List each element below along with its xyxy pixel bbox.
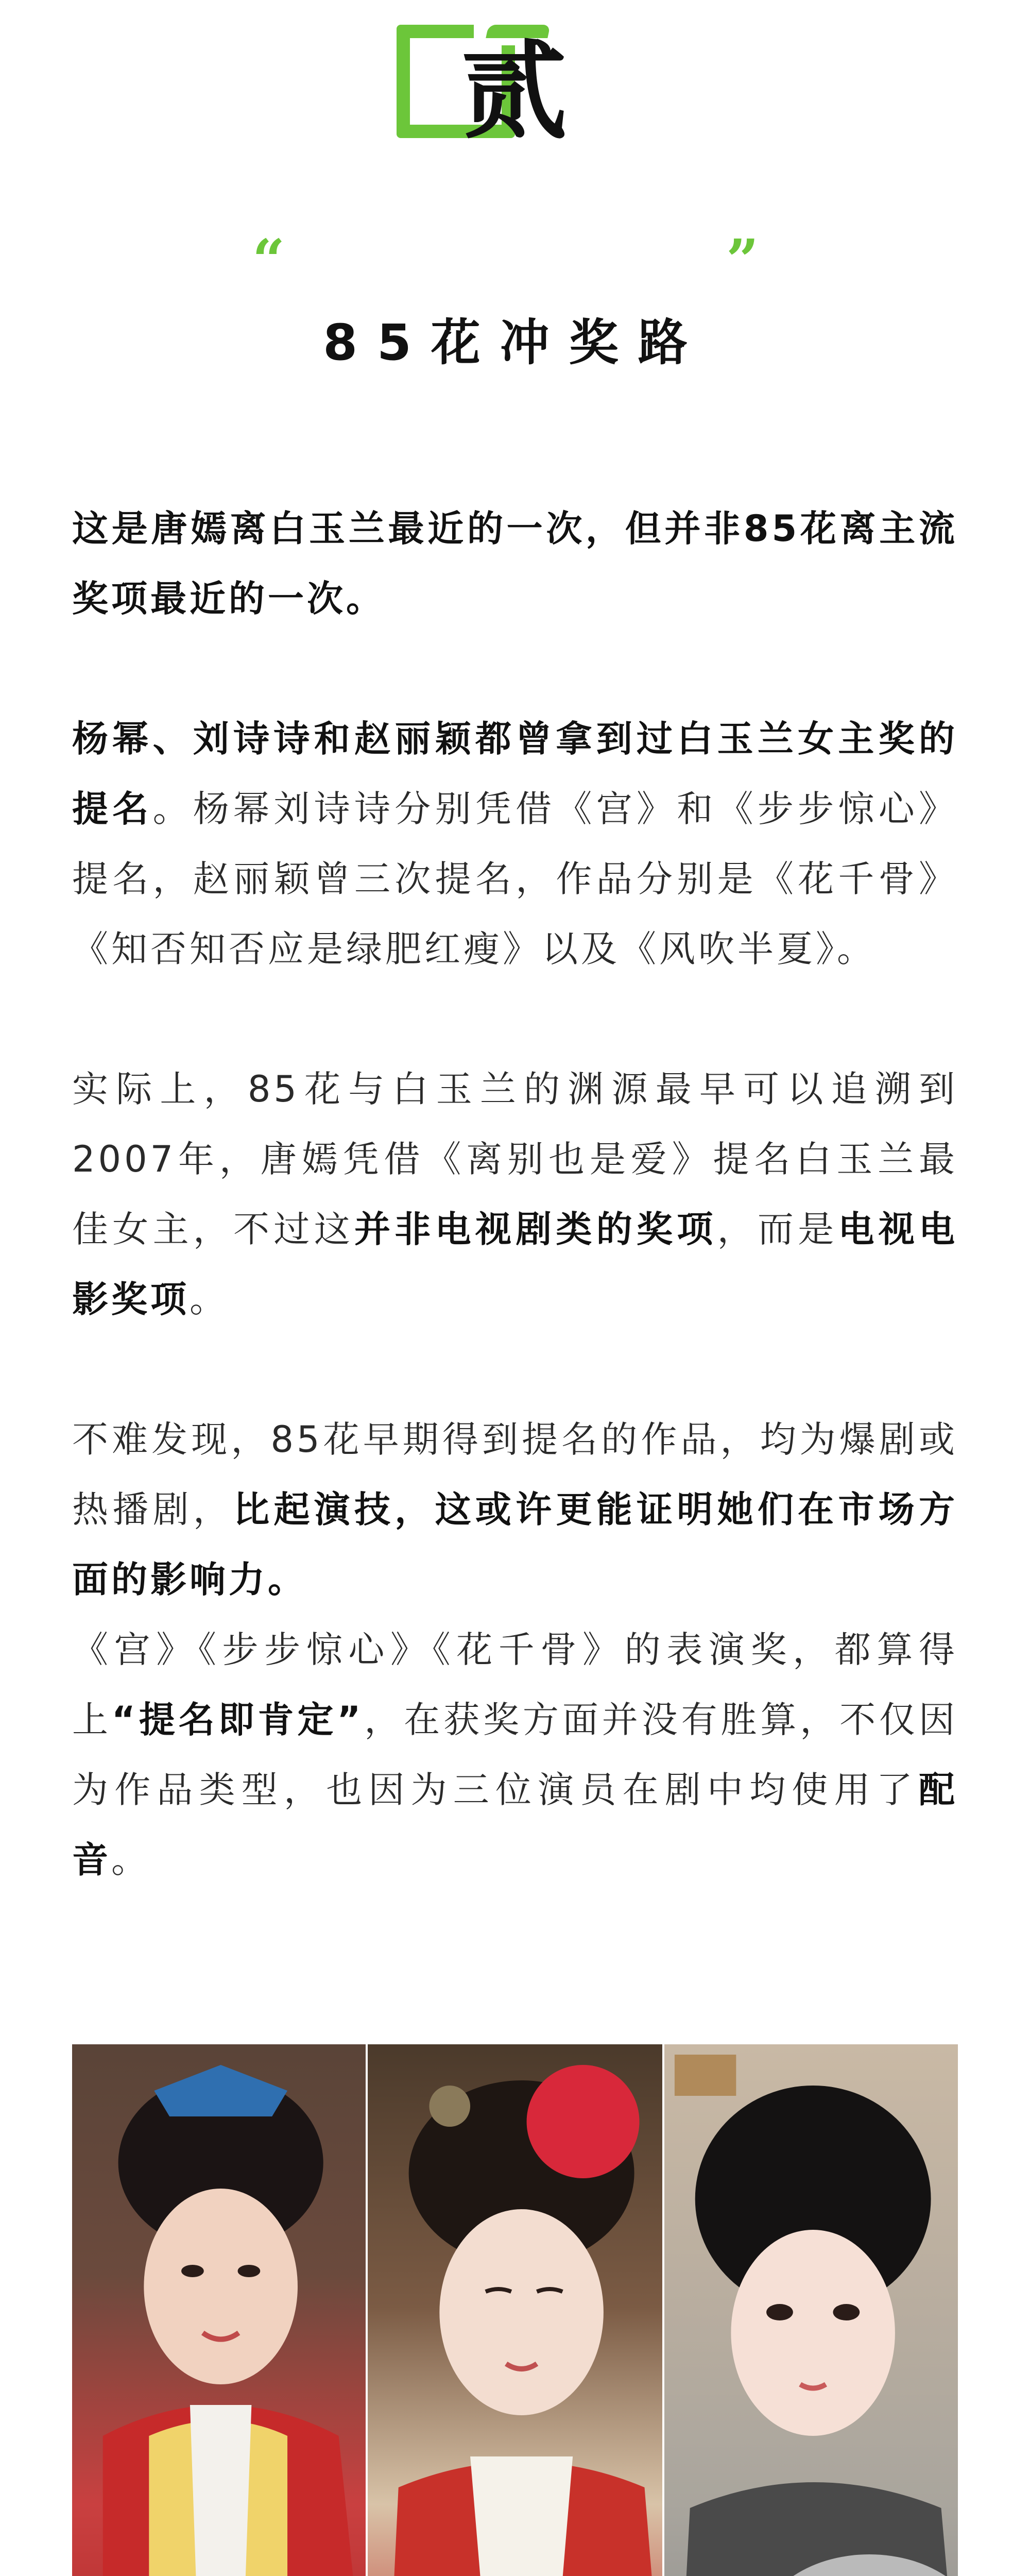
paragraph-5	[72, 1615, 958, 1895]
paragraph-1	[72, 494, 958, 634]
paragraph-3	[72, 1054, 958, 1334]
paragraph-2	[72, 704, 958, 984]
actress-photo-1	[72, 2044, 366, 2576]
paragraph-2-text: 。杨幂刘诗诗分别凭借《宫》和《步步惊心》提名，赵丽颖曾三次提名，作品分别是《花千骨》《知否知否应是绿肥红瘦》以及《风吹半夏》。	[72, 788, 958, 970]
paragraph-3-text-3: 。	[190, 1278, 229, 1320]
paragraph-4-text: 不难发现，85花早期得到提名的作品，均为爆剧或热播剧，	[72, 1418, 958, 1531]
paragraph-5-text-1: 《宫》《步步惊心》《花千骨》的表演奖，都算得上	[72, 1629, 958, 1741]
paragraph-5-text-3: 。	[111, 1839, 150, 1881]
portrait-illustration-3	[664, 2044, 958, 2576]
paragraph-1-bold: 这是唐嫣离白玉兰最近的一次，但并非85花离主流奖项最近的一次。	[72, 507, 958, 620]
actress-photo-3	[664, 2044, 958, 2576]
paragraph-2-bold: 杨幂、刘诗诗和赵丽颖都曾拿到过白玉兰女主奖的提名	[72, 718, 958, 830]
paragraph-5-bold-2: 配音	[72, 1769, 958, 1881]
paragraph-4-bold: 比起演技，这或许更能证明她们在市场方面的影响力。	[72, 1488, 958, 1601]
paragraph-3-bold-2: 电视电影奖项	[72, 1208, 958, 1320]
open-quote-mark: “	[252, 227, 285, 293]
article-body	[72, 494, 958, 1895]
actress-photo-2	[368, 2044, 662, 2576]
close-quote-mark: ”	[726, 227, 759, 293]
portrait-illustration-2	[368, 2044, 662, 2576]
portrait-illustration-1	[72, 2044, 366, 2576]
paragraph-5-bold-1: “提名即肯定”	[111, 1699, 364, 1741]
paragraph-3-text-1: 实际上，85花与白玉兰的渊源最早可以追溯到2007年，唐嫣凭借《离别也是爱》提名白玉兰最佳女主，不过这	[72, 1068, 958, 1250]
paragraph-4	[72, 1404, 958, 1615]
paragraph-3-text-2: ，而是	[717, 1208, 838, 1250]
actress-photo-strip	[72, 2044, 958, 2576]
paragraph-5-text-2: ，在获奖方面并没有胜算，不仅因为作品类型，也因为三位演员在剧中均使用了	[72, 1699, 958, 1811]
section-title: 85花冲奖路	[323, 314, 707, 371]
section-badge	[397, 14, 572, 164]
paragraph-3-bold-1: 并非电视剧类的奖项	[354, 1208, 717, 1250]
section-number: 贰	[461, 31, 567, 154]
